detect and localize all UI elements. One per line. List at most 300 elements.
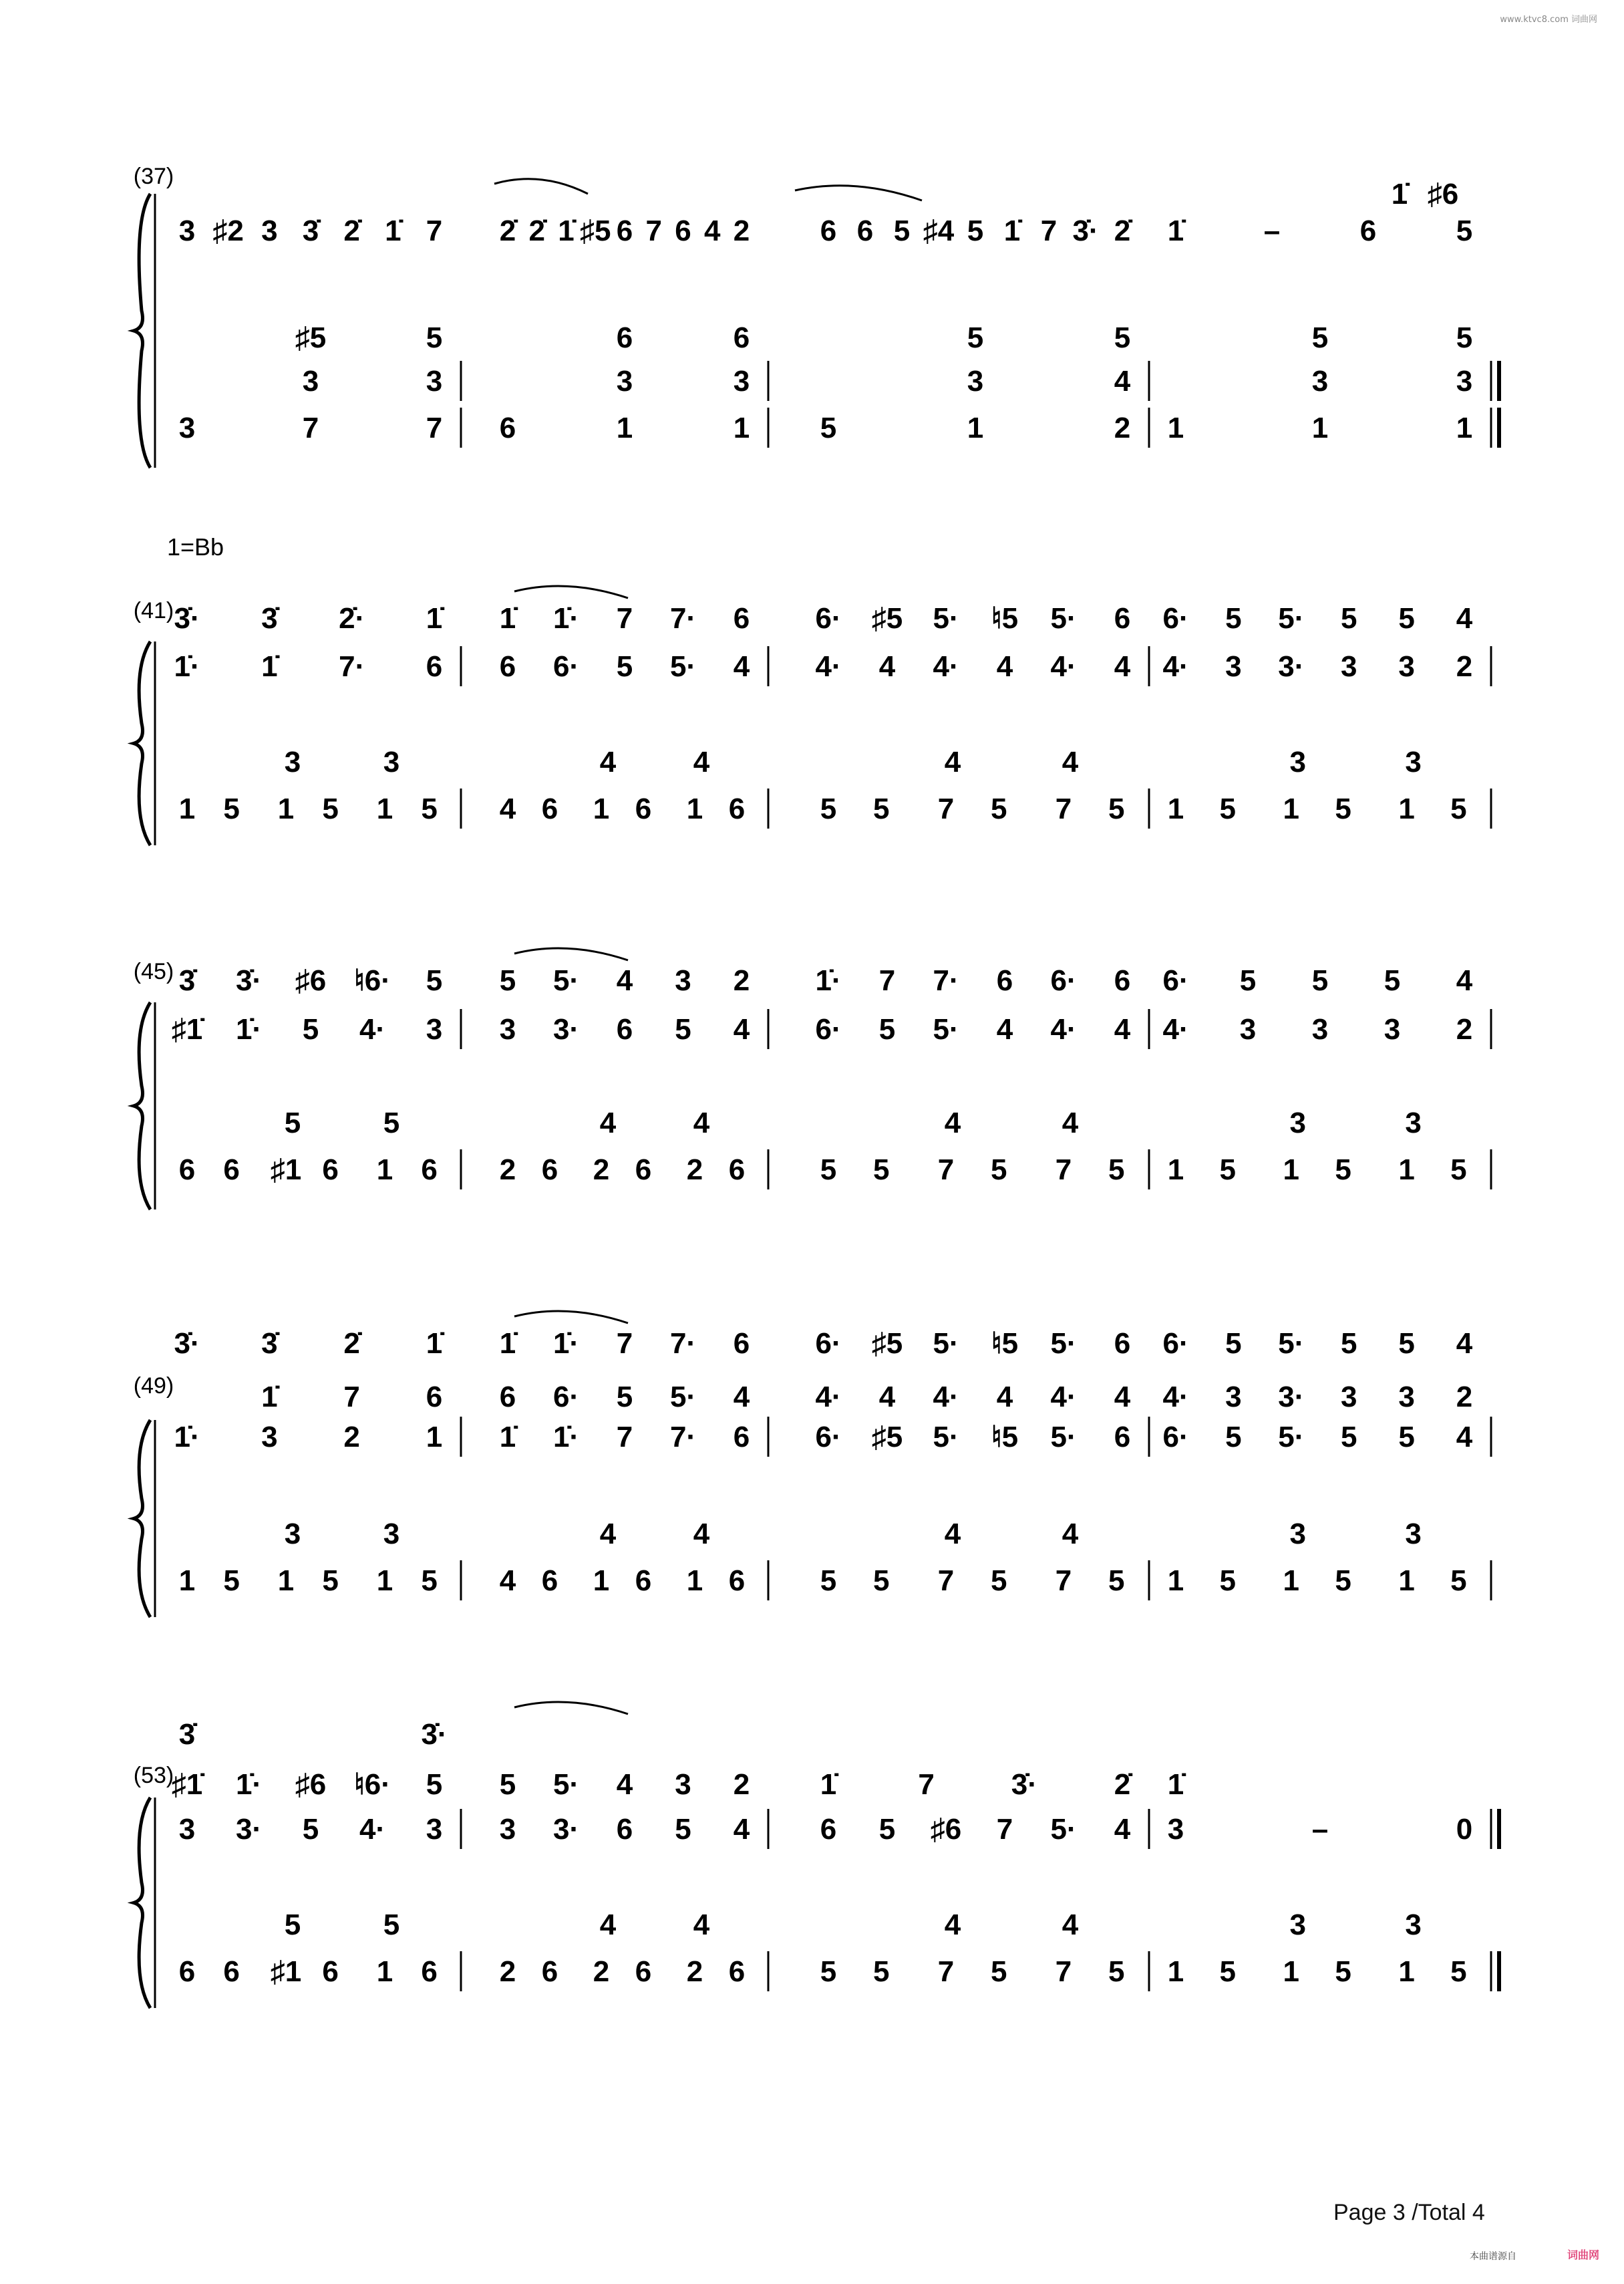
lower-note: 5 (322, 793, 339, 825)
upper-note: 3̇ (261, 1327, 278, 1360)
upper-note: 1̇ (261, 1381, 278, 1413)
upper-note: 4 (996, 1381, 1013, 1413)
lower-note: 5 (1450, 1153, 1467, 1186)
lower-note: 1 (1283, 793, 1300, 825)
upper-note: 3 (261, 1421, 278, 1453)
upper-note: 4 (1114, 1013, 1131, 1046)
footer-source-label: 本曲谱源自 (1470, 2251, 1516, 2262)
lower-note: 7 (1055, 1955, 1072, 1988)
lower-note: 5 (1108, 1153, 1125, 1186)
lower-note: 5 (872, 793, 890, 825)
lower-note: 5 (872, 1153, 890, 1186)
upper-note: ♮5 (991, 1327, 1019, 1360)
upper-note: 5 (675, 1813, 691, 1846)
upper-note: 4· (1050, 1381, 1077, 1413)
upper-note: 5 (1340, 1327, 1357, 1360)
lower-note: 5 (1219, 1564, 1237, 1597)
lower-note: 2 (1114, 412, 1131, 444)
upper-note: 3· (235, 1813, 263, 1846)
upper-note: 3· (1278, 1381, 1305, 1413)
upper-note: 4 (878, 1381, 896, 1413)
upper-note: 5 (499, 964, 516, 997)
upper-note: 5· (1050, 1327, 1077, 1360)
lower-note: 4 (499, 1564, 516, 1597)
upper-note: 7· (669, 1421, 697, 1453)
upper-note: 3 (1384, 1013, 1401, 1046)
lower-note: 5 (1335, 793, 1351, 825)
lower-note: 3 (1289, 1908, 1307, 1941)
lower-note: 6 (421, 1153, 438, 1186)
upper-note: 6 (820, 215, 837, 247)
upper-note: 5 (967, 215, 984, 247)
lower-note: 2 (499, 1153, 516, 1186)
upper-note: 5 (1311, 964, 1329, 997)
lower-note: 2 (593, 1955, 610, 1988)
lower-note: 2 (686, 1955, 703, 1988)
upper-note: ♮5 (991, 602, 1019, 635)
lower-note: 6 (541, 1153, 558, 1186)
upper-note: ♯5 (871, 1327, 903, 1360)
slur (514, 586, 628, 598)
lower-note: 7 (1055, 793, 1072, 825)
upper-note: 6 (426, 650, 443, 683)
upper-note: 3̇ (261, 602, 278, 635)
lower-note: 3 (284, 1518, 301, 1550)
lower-note: 5 (872, 1564, 890, 1597)
upper-note: 4 (996, 650, 1013, 683)
lower-note: 3 (733, 365, 750, 398)
upper-note: 5· (1050, 602, 1077, 635)
upper-note: 4 (1456, 1421, 1473, 1453)
upper-note: 1̇· (552, 1421, 580, 1453)
lower-note: 1 (593, 793, 610, 825)
lower-note: 1 (686, 1564, 703, 1597)
lower-note: 6 (728, 1564, 746, 1597)
lower-note: 6 (733, 321, 750, 354)
upper-note: 6 (1359, 215, 1377, 247)
lower-note: 7 (937, 1955, 955, 1988)
lower-note: 5 (967, 321, 984, 354)
lower-note: 5 (1456, 321, 1473, 354)
lower-note: 7 (937, 1153, 955, 1186)
lower-note: 6 (635, 1564, 652, 1597)
lower-note: 5 (383, 1908, 400, 1941)
lower-note: 3 (426, 365, 443, 398)
upper-note: 3̇· (1072, 215, 1099, 247)
upper-note: 4 (733, 1813, 750, 1846)
footer-logo: 词曲网 (1567, 2249, 1600, 2261)
upper-note: 5· (1278, 1421, 1305, 1453)
lower-note: 1 (277, 1564, 295, 1597)
lower-note: 1 (1167, 412, 1184, 444)
lower-note: 5 (1311, 321, 1329, 354)
upper-note: 4· (359, 1813, 386, 1846)
upper-note: 5 (426, 1768, 443, 1801)
upper-note: 1̇ (426, 602, 443, 635)
lower-note: 6 (223, 1955, 240, 1988)
upper-note: 6· (1162, 1421, 1189, 1453)
upper-note: ♮5 (991, 1421, 1019, 1453)
lower-note: 4 (1062, 1518, 1079, 1550)
lower-note: 3 (1405, 1107, 1422, 1139)
lower-note: ♯5 (295, 321, 327, 354)
lower-note: 1 (178, 1564, 196, 1597)
lower-note: 3 (383, 1518, 400, 1550)
upper-note: 3 (675, 1768, 691, 1801)
lower-note: 1 (1283, 1955, 1300, 1988)
upper-note: 1̇· (174, 650, 200, 683)
upper-note: ♯5 (580, 215, 611, 247)
upper-note: 4 (1114, 1813, 1131, 1846)
lower-note: 6 (322, 1955, 339, 1988)
lower-note: 5 (820, 793, 837, 825)
upper-note: 3· (552, 1013, 580, 1046)
upper-note: 5 (499, 1768, 516, 1801)
upper-note: 4 (1114, 650, 1131, 683)
upper-note: 3 (1398, 1381, 1415, 1413)
upper-note: 1̇ (1391, 178, 1408, 210)
upper-note: 0 (1456, 1813, 1473, 1846)
upper-note: 5 (1340, 1421, 1357, 1453)
upper-note: 7 (616, 602, 633, 635)
upper-note: 2̇ (343, 1327, 360, 1360)
system-brace (134, 194, 150, 468)
lower-note: 5 (1335, 1955, 1351, 1988)
upper-note: 1̇ (558, 215, 575, 247)
lower-note: 4 (499, 793, 516, 825)
upper-note: 4· (1162, 1381, 1189, 1413)
slur (795, 186, 922, 200)
upper-note: 3 (1311, 1013, 1329, 1046)
upper-note: 3̇· (174, 1327, 200, 1360)
lower-note: 5 (284, 1107, 301, 1139)
lower-note: 5 (383, 1107, 400, 1139)
lower-note: 5 (1335, 1564, 1351, 1597)
lower-note: 5 (990, 793, 1007, 825)
lower-note: 6 (635, 1153, 652, 1186)
upper-note: 3 (178, 215, 196, 247)
upper-note: 1̇ (499, 1421, 516, 1453)
upper-note: 5· (1278, 1327, 1305, 1360)
upper-note: ♯6 (1427, 178, 1459, 210)
slur (514, 948, 628, 960)
upper-note: 4 (1114, 1381, 1131, 1413)
lower-note: ♯1 (270, 1153, 302, 1186)
upper-note: 3 (499, 1013, 516, 1046)
lower-note: 1 (1167, 1955, 1184, 1988)
upper-note: 3̇· (174, 602, 200, 635)
upper-note: 6 (1114, 1327, 1131, 1360)
lower-note: 3 (1405, 746, 1422, 778)
upper-note: 5 (1456, 215, 1473, 247)
upper-note: 7· (669, 1327, 697, 1360)
upper-note: 2̇· (339, 602, 365, 635)
lower-note: 5 (1335, 1153, 1351, 1186)
site-watermark: www.ktvc8.com 词曲网 (1500, 15, 1597, 25)
upper-note: 7 (645, 215, 662, 247)
upper-note: 5 (675, 1013, 691, 1046)
lower-note: 6 (178, 1955, 196, 1988)
lower-note: 6 (616, 321, 633, 354)
upper-note: 2 (343, 1421, 360, 1453)
upper-note: 2 (733, 1768, 750, 1801)
lower-note: 4 (944, 746, 961, 778)
lower-note: 1 (376, 1564, 393, 1597)
upper-note: 4· (1162, 650, 1189, 683)
upper-note: 4 (616, 1768, 633, 1801)
upper-note: 3· (552, 1813, 580, 1846)
upper-note: 1̇· (552, 1327, 580, 1360)
upper-note: 3̇ (178, 964, 196, 997)
lower-note: 1 (686, 793, 703, 825)
upper-note: 3 (1225, 1381, 1242, 1413)
upper-note: 5 (1225, 1421, 1242, 1453)
upper-note: 6 (733, 1327, 750, 1360)
upper-note: 6 (499, 650, 516, 683)
lower-note: 5 (1219, 1153, 1237, 1186)
upper-note: 3 (1340, 650, 1357, 683)
upper-note: 3 (499, 1813, 516, 1846)
lower-note: 3 (1289, 746, 1307, 778)
upper-note: 5 (893, 215, 911, 247)
lower-note: 4 (599, 1908, 617, 1941)
lower-note: 4 (1114, 365, 1131, 398)
upper-note: 1̇ (820, 1768, 837, 1801)
upper-note: 5 (878, 1813, 896, 1846)
lower-note: 7 (426, 412, 443, 444)
upper-note: 6 (1114, 1421, 1131, 1453)
upper-note: 5 (1384, 964, 1401, 997)
lower-note: 5 (1219, 793, 1237, 825)
upper-note: 3 (261, 215, 278, 247)
slur (514, 1311, 628, 1323)
lower-note: 4 (599, 1518, 617, 1550)
upper-note: 5· (933, 1327, 959, 1360)
upper-note: 1̇ (499, 1327, 516, 1360)
lower-note: 4 (1062, 746, 1079, 778)
upper-note: 6 (856, 215, 874, 247)
upper-note: 5· (933, 1421, 959, 1453)
lower-note: 4 (599, 1107, 617, 1139)
upper-note: 6· (815, 602, 842, 635)
upper-note: 6· (1162, 602, 1189, 635)
upper-note: 1̇ (1167, 1768, 1184, 1801)
upper-note: 2̇ (1114, 1768, 1131, 1801)
upper-note: 4 (733, 1381, 750, 1413)
upper-note: 5· (1050, 1813, 1077, 1846)
lower-note: 2 (593, 1153, 610, 1186)
upper-note: 4· (933, 1381, 959, 1413)
upper-note: 7 (878, 964, 896, 997)
upper-note: 3 (1398, 650, 1415, 683)
lower-note: 1 (1398, 1564, 1415, 1597)
upper-note: 1̇· (174, 1421, 200, 1453)
lower-note: ♯1 (270, 1955, 302, 1988)
upper-note: 7 (616, 1421, 633, 1453)
lower-note: 5 (426, 321, 443, 354)
lower-note: 7 (1055, 1153, 1072, 1186)
lower-note: 1 (1167, 1153, 1184, 1186)
lower-note: 1 (178, 793, 196, 825)
lower-note: 5 (990, 1955, 1007, 1988)
upper-note: 3̇· (235, 964, 263, 997)
upper-note: 4 (996, 1013, 1013, 1046)
upper-note: 6· (1162, 1327, 1189, 1360)
lower-note: 1 (1283, 1153, 1300, 1186)
upper-note: 3 (1340, 1381, 1357, 1413)
lower-note: 1 (1398, 1955, 1415, 1988)
system-brace (134, 1002, 150, 1209)
upper-note: 1̇ (261, 650, 278, 683)
lower-note: 3 (284, 746, 301, 778)
upper-note: 5 (302, 1013, 319, 1046)
lower-note: 6 (541, 1564, 558, 1597)
lower-note: 2 (499, 1955, 516, 1988)
upper-note: 3̇· (421, 1718, 448, 1751)
lower-note: 3 (616, 365, 633, 398)
upper-note: 5· (669, 650, 697, 683)
measure-number: (53) (133, 1763, 174, 1788)
upper-note: 5· (552, 964, 580, 997)
upper-note: 7 (343, 1381, 360, 1413)
upper-note: 5· (933, 602, 959, 635)
lower-note: 1 (1283, 1564, 1300, 1597)
lower-note: 4 (599, 746, 617, 778)
upper-note: 3 (426, 1813, 443, 1846)
lower-note: 6 (499, 412, 516, 444)
upper-note: 6 (733, 602, 750, 635)
lower-note: 4 (693, 1107, 710, 1139)
lower-note: 1 (733, 412, 750, 444)
upper-note: 7 (616, 1327, 633, 1360)
upper-note: 3 (1167, 1813, 1184, 1846)
lower-note: 6 (322, 1153, 339, 1186)
upper-note: 6 (996, 964, 1013, 997)
measure-number: (41) (133, 598, 174, 623)
upper-note: 6 (616, 1013, 633, 1046)
lower-note: 1 (376, 1153, 393, 1186)
upper-note: 3̇ (302, 215, 319, 247)
upper-note: 4· (1162, 1013, 1189, 1046)
upper-note: 2̇ (1114, 215, 1131, 247)
measure-number: (45) (133, 959, 174, 984)
lower-note: 1 (967, 412, 984, 444)
slur (514, 1702, 628, 1714)
upper-note: 5 (616, 650, 633, 683)
system-brace (134, 641, 150, 845)
lower-note: 5 (990, 1153, 1007, 1186)
lower-note: 6 (728, 793, 746, 825)
lower-note: 7 (302, 412, 319, 444)
key-change-label: 1=Bb (167, 533, 224, 561)
upper-note: 3 (178, 1813, 196, 1846)
upper-note: 2 (1456, 1013, 1473, 1046)
upper-note: 3 (1225, 650, 1242, 683)
lower-note: 3 (967, 365, 984, 398)
upper-note: 5 (1225, 602, 1242, 635)
lower-note: 1 (1167, 793, 1184, 825)
lower-note: 5 (1114, 321, 1131, 354)
lower-note: 1 (1456, 412, 1473, 444)
upper-note: ♯4 (923, 215, 955, 247)
upper-note: ♯6 (295, 964, 327, 997)
upper-note: ♯5 (871, 1421, 903, 1453)
upper-note: ♯6 (295, 1768, 327, 1801)
upper-note: 6· (552, 1381, 580, 1413)
lower-note: 3 (1289, 1518, 1307, 1550)
upper-note: 5· (1278, 602, 1305, 635)
lower-note: 3 (1289, 1107, 1307, 1139)
lower-note: 5 (872, 1955, 890, 1988)
lower-note: 7 (1055, 1564, 1072, 1597)
lower-note: 6 (178, 1153, 196, 1186)
upper-note: 4 (1456, 1327, 1473, 1360)
lower-note: 5 (421, 793, 438, 825)
lower-note: 6 (541, 793, 558, 825)
upper-note: 5 (1340, 602, 1357, 635)
lower-note: 5 (1450, 1955, 1467, 1988)
upper-note: 3 (1239, 1013, 1257, 1046)
upper-note: 4 (733, 1013, 750, 1046)
upper-note: ♯6 (930, 1813, 962, 1846)
lower-note: 1 (616, 412, 633, 444)
upper-note: ♯1̇ (171, 1768, 203, 1801)
lower-note: 5 (1108, 793, 1125, 825)
upper-note: 3 (675, 964, 691, 997)
upper-note: 3̇· (1011, 1768, 1037, 1801)
lower-note: 1 (277, 793, 295, 825)
upper-note: 2 (1456, 650, 1473, 683)
lower-note: 5 (990, 1564, 1007, 1597)
upper-note: 6 (499, 1381, 516, 1413)
upper-note: 2 (733, 215, 750, 247)
lower-note: 5 (820, 1564, 837, 1597)
lower-note: 4 (944, 1908, 961, 1941)
lower-note: 5 (421, 1564, 438, 1597)
page-footer: Page 3 /Total 4 (1333, 2200, 1485, 2225)
upper-note: 4 (878, 650, 896, 683)
lower-note: 4 (693, 746, 710, 778)
lower-note: 5 (284, 1908, 301, 1941)
upper-note: 5 (426, 964, 443, 997)
system-brace (134, 1420, 150, 1617)
lower-note: 5 (1108, 1955, 1125, 1988)
upper-note: 1̇· (815, 964, 842, 997)
upper-note: 1̇ (499, 602, 516, 635)
lower-note: 5 (1450, 793, 1467, 825)
upper-note: 6· (1162, 964, 1189, 997)
lower-note: 7 (937, 1564, 955, 1597)
upper-note: 4· (1050, 650, 1077, 683)
upper-note: 2 (733, 964, 750, 997)
upper-note: 4· (815, 1381, 842, 1413)
lower-note: 1 (376, 1955, 393, 1988)
lower-note: 1 (1167, 1564, 1184, 1597)
upper-note: ♯1̇ (171, 1013, 203, 1046)
lower-note: 6 (728, 1153, 746, 1186)
upper-note: 6 (616, 1813, 633, 1846)
lower-note: 2 (686, 1153, 703, 1186)
system-brace (134, 1798, 150, 2008)
upper-note: 5 (1225, 1327, 1242, 1360)
upper-note: 6 (733, 1421, 750, 1453)
slur (494, 179, 588, 194)
lower-note: 4 (693, 1518, 710, 1550)
upper-note: 4 (616, 964, 633, 997)
upper-note: 4 (1456, 602, 1473, 635)
lower-note: 5 (820, 1955, 837, 1988)
upper-note: 4· (359, 1013, 386, 1046)
